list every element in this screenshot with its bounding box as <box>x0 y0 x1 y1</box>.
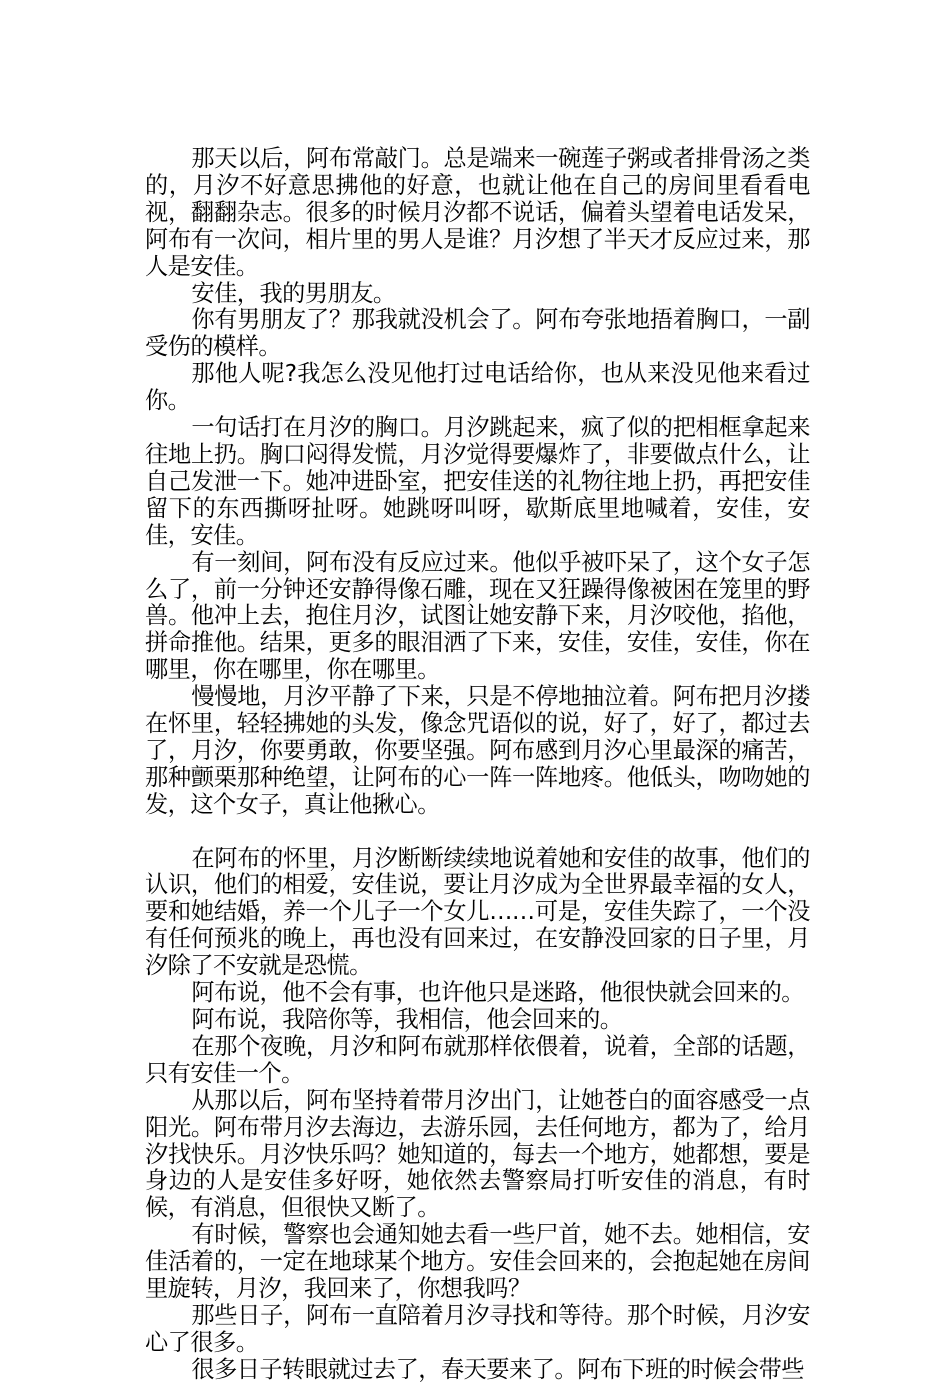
paragraph: 阿布说，他不会有事，也许他只是迷路，他很快就会回来的。 <box>191 979 804 1007</box>
paragraph: 从那以后，阿布坚持着带月汐出门，让她苍白的面容感受一点阳光。阿布带月汐去海边，去游乐园，去任何地方，都为了，给月汐找快乐。月汐快乐吗？她知道的，每去一个地方，她都想，要是身边的人是安佳多好呀，她依然去警察局打听安佳的消息，有时候，有消息，但很快又断了。 <box>145 1086 810 1222</box>
paragraph: 你有男朋友了？那我就没机会了。阿布夸张地捂着胸口，一副受伤的模样。 <box>145 306 810 361</box>
paragraph: 那天以后，阿布常敲门。总是端来一碗莲子粥或者排骨汤之类的，月汐不好意思拂他的好意，也就让他在自己的房间里看看电视，翻翻杂志。很多的时候月汐都不说话，偏着头望着电话发呆，阿布有一次问，相片里的男人是谁？月汐想了半天才反应过来，那人是安佳。 <box>145 145 810 280</box>
paragraph: 在阿布的怀里，月汐断断续续地说着她和安佳的故事，他们的认识，他们的相爱，安佳说，要让月汐成为全世界最幸福的女人，要和她结婚，养一个儿子一个女儿……可是，安佳失踪了，一个没有任何预兆的晚上，再也没有回来过，在安静没回家的日子里，月汐除了不安就是恐慌。 <box>145 844 810 980</box>
paragraph-spacer <box>145 819 810 846</box>
paragraph: 慢慢地，月汐平静了下来，只是不停地抽泣着。阿布把月汐搂在怀里，轻轻拂她的头发，像念咒语似的说，好了，好了，都过去了，月汐，你要勇敢，你要坚强。阿布感到月汐心里最深的痛苦，那种颤栗那种绝望，让阿布的心一阵一阵地疼。他低头，吻吻她的发，这个女子，真让他揪心。 <box>145 683 810 818</box>
paragraph: 安佳，我的男朋友。 <box>191 279 396 307</box>
paragraph: 在那个夜晚，月汐和阿布就那样依偎着，说着，全部的话题，只有安佳一个。 <box>145 1032 810 1087</box>
body-text <box>145 146 810 1384</box>
paragraph: 那他人呢?我怎么没见他打过电话给你，也从来没见他来看过你。 <box>145 360 810 415</box>
paragraph: 那些日子，阿布一直陪着月汐寻找和等待。那个时候，月汐安心了很多。 <box>145 1301 810 1356</box>
paragraph: 一句话打在月汐的胸口。月汐跳起来，疯了似的把相框拿起来往地上扔。胸口闷得发慌，月汐觉得要爆炸了，非要做点什么，让自己发泄一下。她冲进卧室，把安佳送的礼物往地上扔，再把安佳留下的东西撕呀扯呀。她跳呀叫呀，歇斯底里地喊着，安佳，安佳，安佳。 <box>145 414 810 549</box>
paragraph: 很多日子转眼就过去了，春天要来了。阿布下班的时候会带些 <box>191 1355 804 1383</box>
paragraph: 有时候，警察也会通知她去看一些尸首，她不去。她相信，安佳活着的，一定在地球某个地方。安佳会回来的，会抱起她在房间里旋转，月汐，我回来了，你想我吗？ <box>145 1221 810 1303</box>
paragraph: 有一刻间，阿布没有反应过来。他似乎被吓呆了，这个女子怎么了，前一分钟还安静得像石雕，现在又狂躁得像被困在笼里的野兽。他冲上去，抱住月汐，试图让她安静下来，月汐咬他，掐他，拼命推他。结果，更多的眼泪洒了下来，安佳，安佳，安佳，你在哪里，你在哪里，你在哪里。 <box>145 548 810 684</box>
paragraph: 阿布说，我陪你等，我相信，他会回来的。 <box>191 1005 623 1033</box>
